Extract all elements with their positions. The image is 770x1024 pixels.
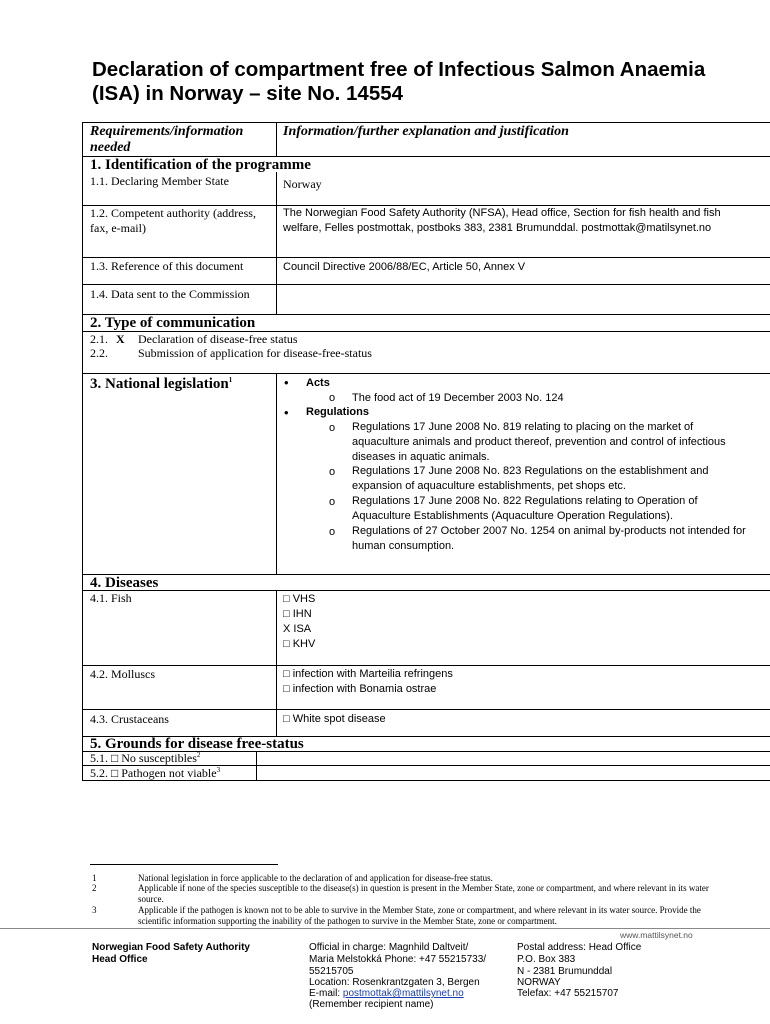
item-2-1-text: Declaration of disease-free status <box>138 332 298 346</box>
crustaceans-label: 4.3. Crustaceans <box>90 712 169 726</box>
fish-label: 4.1. Fish <box>90 591 132 605</box>
footer-contact-4: Location: Rosenkrantzgaten 3, Bergen <box>309 977 480 988</box>
circle-bullet-icon: o <box>329 496 336 508</box>
section4-heading: 4. Diseases <box>90 575 159 591</box>
footer-email-label: E-mail: <box>309 988 343 999</box>
row-5-2 <box>90 766 220 781</box>
footer-head-office: Head Office <box>92 954 148 965</box>
footer-divider <box>0 928 770 929</box>
footnote-2-num: 2 <box>92 883 97 893</box>
footer-contact-6: (Remember recipient name) <box>309 999 434 1010</box>
row-1-1-label: 1.1. Declaring Member State <box>90 174 229 188</box>
row-5-1-label: 5.1. □ No susceptibles <box>90 751 197 765</box>
section1-heading: 1. Identification of the programme <box>90 157 311 173</box>
regulation-item: Regulations 17 June 2008 No. 819 relating to placing on the market of aquaculture animals and product thereof, prevention and control of infectious diseases in aquatic animals. <box>352 421 726 463</box>
col1-header: Requirements/information needed <box>90 124 244 155</box>
row-5-1 <box>90 751 200 766</box>
row-1-3-value: Council Directive 2006/88/EC, Article 50, Annex V <box>283 261 526 273</box>
footer-postal-3: N - 2381 Brumunddal <box>517 966 613 977</box>
bullet-icon: • <box>284 375 289 390</box>
footnote-2-text: Applicable if none of the species susceptible to the disease(s) in question is present in the Member State, zone or compartment, and where relevant in its water source. <box>138 883 709 904</box>
circle-bullet-icon: o <box>329 392 336 404</box>
row-1-3-label: 1.3. Reference of this document <box>90 259 244 273</box>
document-title: Declaration of compartment free of Infectious Salmon Anaemia (ISA) in Norway – site No. 14554 <box>92 58 706 105</box>
footnote-separator <box>90 864 278 865</box>
crustacean-white-spot: □ White spot disease <box>283 713 386 725</box>
footnote-1-text: National legislation in force applicable to the declaration of and application for disease-free status. <box>138 873 493 883</box>
item-2-1-mark: X <box>116 332 125 346</box>
footer-contact-1: Official in charge: Magnhild Daltveit/ <box>309 942 469 953</box>
regulations-label: Regulations <box>306 406 369 418</box>
item-2-2-num: 2.2. <box>90 346 108 360</box>
footer-contact-3: 55215705 <box>309 966 354 977</box>
fish-ihn: □ IHN <box>283 608 312 620</box>
fish-isa: X ISA <box>283 623 312 635</box>
footer-org-name: Norwegian Food Safety Authority <box>92 942 250 953</box>
regulation-item: Regulations 17 June 2008 No. 822 Regulations relating to Operation of Aquaculture Establishments (Aquaculture Operation Regulations). <box>352 495 698 522</box>
row-5-2-label: 5.2. □ Pathogen not viable <box>90 766 217 780</box>
regulation-item: Regulations of 27 October 2007 No. 1254 on animal by-products not intended for human consumption. <box>352 525 746 552</box>
fish-vhs: □ VHS <box>283 593 316 605</box>
footer-postal-1: Postal address: Head Office <box>517 942 642 953</box>
bullet-icon: • <box>284 405 289 420</box>
section5-heading: 5. Grounds for disease free-status <box>90 736 304 752</box>
circle-bullet-icon: o <box>329 466 336 478</box>
mollusc-marteilia: □ infection with Marteilia refringens <box>283 668 453 680</box>
footer-postal-4: NORWAY <box>517 977 561 988</box>
item-2-1-num: 2.1. <box>90 332 108 346</box>
acts-label: Acts <box>306 377 330 389</box>
act-item: The food act of 19 December 2003 No. 124 <box>352 392 564 404</box>
molluscs-label: 4.2. Molluscs <box>90 667 156 681</box>
row-1-1-value: Norway <box>283 177 322 191</box>
row-1-4-label: 1.4. Data sent to the Commission <box>90 287 250 301</box>
footer-postal-2: P.O. Box 383 <box>517 954 576 965</box>
circle-bullet-icon: o <box>329 526 336 538</box>
col2-header: Information/further explanation and justification <box>283 124 569 139</box>
footnote-3-num: 3 <box>92 905 97 915</box>
website-text: www.mattilsynet.no <box>620 930 693 940</box>
item-2-2-text: Submission of application for disease-free-status <box>138 346 372 360</box>
fish-khv: □ KHV <box>283 638 316 650</box>
footer-email-line <box>309 988 464 1000</box>
footer-postal-5: Telefax: +47 55215707 <box>517 988 619 999</box>
section3-heading <box>90 376 232 393</box>
footnote-3-text: Applicable if the pathogen is known not to be able to survive in the Member State, zone or compartment, and where relevant in its water source. Provide the scientific information supporting the inability of the pathogen to survive in the Member State, zone or compartment. <box>138 905 701 926</box>
row-1-2-label: 1.2. Competent authority (address, fax, e-mail) <box>90 206 256 235</box>
footnote-ref-3: 3 <box>216 766 221 774</box>
footer-contact-2: Maria Melstokká Phone: +47 55215733/ <box>309 954 487 965</box>
regulation-item: Regulations 17 June 2008 No. 823 Regulations on the establishment and expansion of aquaculture establishments, pet shops etc. <box>352 465 709 492</box>
section2-heading: 2. Type of communication <box>90 315 256 331</box>
section3-heading-text: 3. National legislation <box>90 376 229 392</box>
footnote-ref-2: 2 <box>196 751 201 759</box>
footnote-1-num: 1 <box>92 873 97 883</box>
footer-email-link[interactable]: postmottak@mattilsynet.no <box>342 988 464 999</box>
footnote-ref-1: 1 <box>228 376 233 384</box>
row-1-2-value: The Norwegian Food Safety Authority (NFSA), Head office, Section for fish health and fish welfare, Felles postmottak, postboks 383, 2381 Brumunddal. postmottak@matilsynet.no <box>283 207 721 234</box>
circle-bullet-icon: o <box>329 422 336 434</box>
mollusc-bonamia: □ infection with Bonamia ostrae <box>283 683 437 695</box>
